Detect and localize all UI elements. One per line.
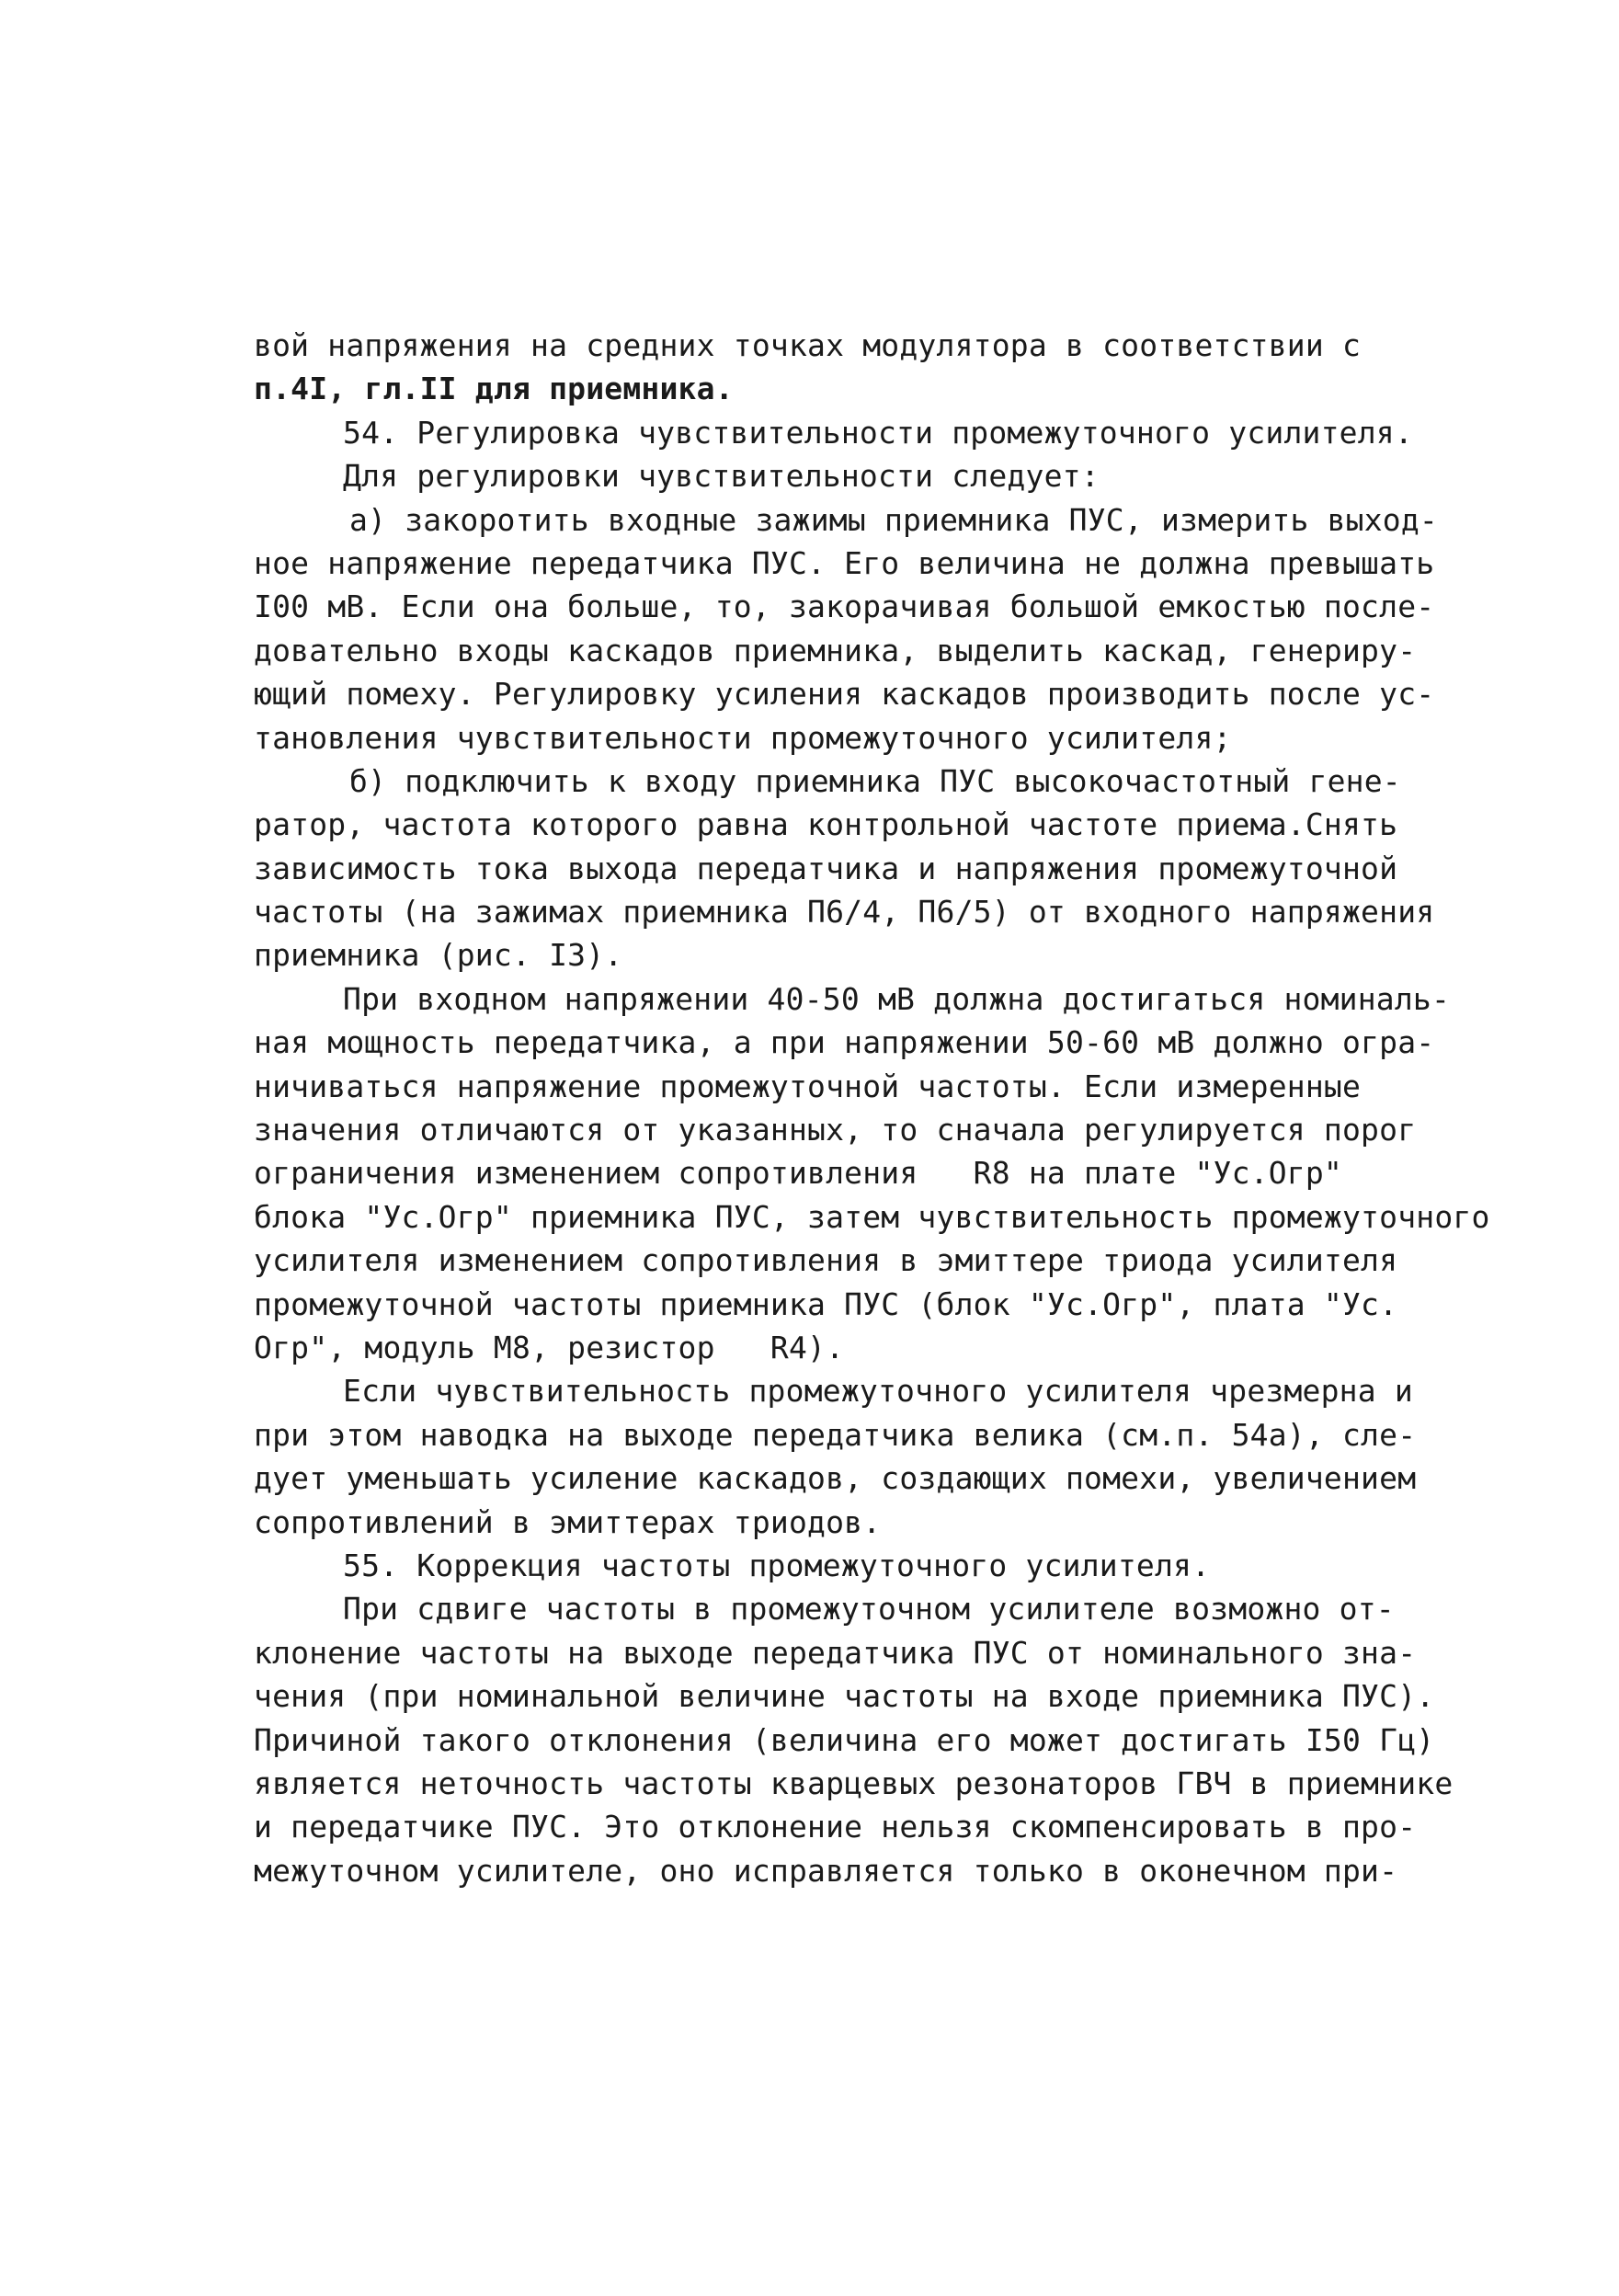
text-line: клонение частоты на выходе передатчика ПУС от номинального зна- (254, 1634, 1417, 1671)
text-line: Причиной такого отклонения (величина его может достигать I50 Гц) (254, 1721, 1435, 1758)
text-line: чения (при номинальной величине частоты на входе приемника ПУС). (254, 1678, 1435, 1715)
text-line: ющий помеху. Регулировку усиления каскадов производить после ус- (254, 676, 1435, 713)
text-line: вой напряжения на средних точках модулятора в соответствии с (254, 327, 1362, 363)
list-item-b: б) подключить к входу приемника ПУС высокочастотный гене- (349, 762, 1401, 799)
text-line: усилителя изменением сопротивления в эмиттере триода усилителя (254, 1242, 1398, 1279)
text-line: является неточность частоты кварцевых резонаторов ГВЧ в приемнике (254, 1765, 1454, 1801)
text-line: Огр", модуль М8, резистор R4). (254, 1329, 845, 1365)
text-line: блока "Ус.Огр" приемника ПУС, затем чувствительность промежуточного (254, 1198, 1490, 1235)
list-item-a: а) закоротить входные зажимы приемника ПУС, измерить выход- (349, 501, 1438, 538)
section-heading-55: 55. Коррекция частоты промежуточного усилителя. (343, 1547, 1211, 1583)
text-line: межуточном усилителе, оно исправляется только в оконечном при- (254, 1852, 1398, 1889)
section-heading-54: 54. Регулировка чувствительности промежуточного усилителя. (343, 414, 1413, 451)
paragraph-start: Если чувствительность промежуточного усилителя чрезмерна и (343, 1373, 1413, 1410)
text-line: при этом наводка на выходе передатчика велика (см.п. 54а), сле- (254, 1416, 1417, 1453)
text-line: Для регулировки чувствительности следует: (343, 458, 1100, 495)
text-line: сопротивлений в эмиттерах триодов. (254, 1503, 882, 1540)
text-line: промежуточной частоты приемника ПУС (блок "Ус.Огр", плата "Ус. (254, 1285, 1398, 1322)
text-line: ратор, частота которого равна контрольной частоте приема.Снять (254, 806, 1398, 843)
text-line: частоты (на зажимах приемника П6/4, П6/5) от входного напряжения (254, 894, 1435, 931)
text-line: значения отличаются от указанных, то сначала регулируется порог (254, 1112, 1417, 1148)
text-line: п.4I, гл.II для приемника. (254, 371, 734, 407)
text-line: тановления чувствительности промежуточного усилителя; (254, 719, 1232, 756)
text-line: ограничения изменением сопротивления R8 на плате "Ус.Огр" (254, 1155, 1342, 1192)
document-body (254, 324, 1490, 1892)
text-line: довательно входы каскадов приемника, выделить каскад, генериру- (254, 632, 1417, 668)
text-line: ная мощность передатчика, а при напряжении 50-60 мВ должно огра- (254, 1024, 1435, 1061)
paragraph-start: При сдвиге частоты в промежуточном усилителе возможно от- (343, 1591, 1395, 1628)
text-line: ное напряжение передатчика ПУС. Его величина не должна превышать (254, 544, 1435, 581)
text-line: и передатчике ПУС. Это отклонение нельзя скомпенсировать в про- (254, 1809, 1417, 1845)
text-line: ничиваться напряжение промежуточной частоты. Если измеренные (254, 1068, 1362, 1104)
text-line: дует уменьшать усиление каскадов, создающих помехи, увеличением (254, 1460, 1417, 1497)
paragraph-start: При входном напряжении 40-50 мВ должна достигаться номиналь- (343, 980, 1451, 1017)
text-line: зависимость тока выхода передатчика и напряжения промежуточной (254, 850, 1398, 886)
text-line: I00 мВ. Если она больше, то, закорачивая большой емкостью после- (254, 588, 1435, 625)
text-line: приемника (рис. I3). (254, 937, 623, 974)
